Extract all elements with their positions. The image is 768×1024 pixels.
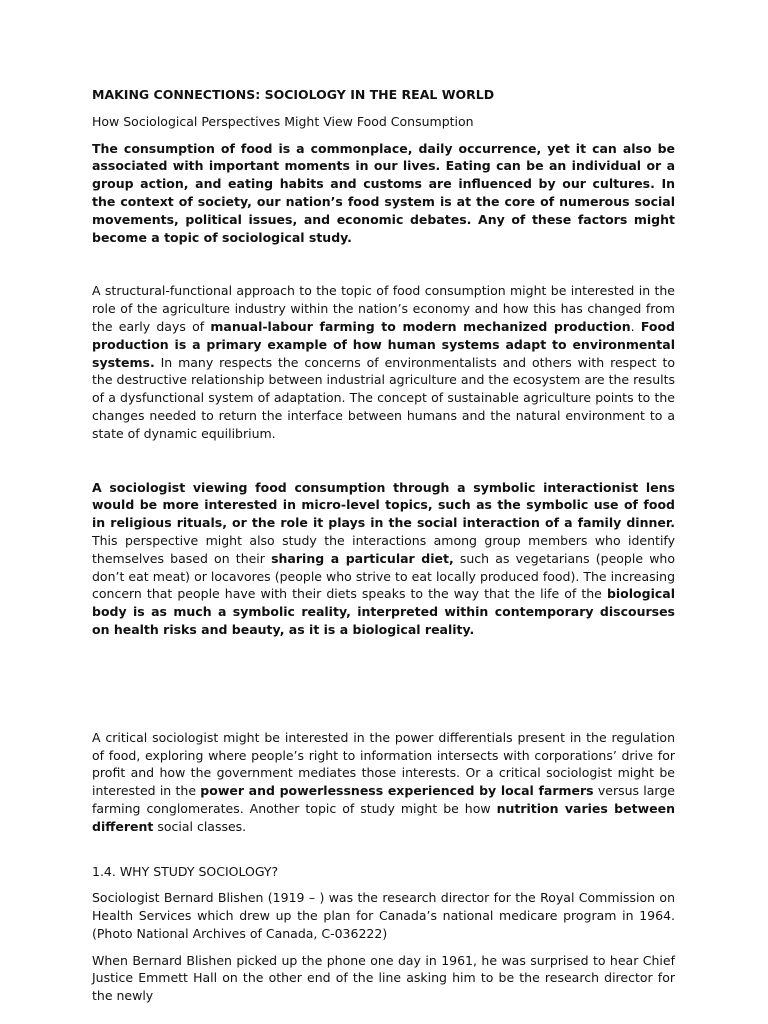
symbolic-interactionist-paragraph bbox=[92, 479, 675, 639]
cs-bold-2: nutrition varies between different bbox=[92, 800, 675, 834]
sf-text-2: . bbox=[630, 318, 641, 334]
si-bold-2: sharing a particular diet, bbox=[271, 550, 454, 566]
intro-text: The consumption of food is a commonplace, daily occurrence, yet it can also be associated with important moments in our lives. Eating can be an individual or a group action, and eating habits and customs are influenced by our cultures. In the context of society, our nation’s food system is at the core of numerous social movements, political issues, and economic debates. Any of these factors might become a topic of sociological study. bbox=[92, 140, 675, 245]
cs-text-1: A critical sociologist might be interested in the power differentials present in the regulation of food, exploring where people’s right to information intersects with corporations’ drive for profit and how the government mediates those interests. Or a critical sociologist might be interested in the bbox=[92, 729, 675, 799]
document-page bbox=[92, 86, 675, 1005]
document-title: MAKING CONNECTIONS: SOCIOLOGY IN THE REAL WORLD bbox=[92, 87, 495, 102]
structural-functional-paragraph bbox=[92, 282, 675, 442]
document-subtitle: How Sociological Perspectives Might View Food Consumption bbox=[92, 113, 474, 129]
section-heading: 1.4. WHY STUDY SOCIOLOGY? bbox=[92, 863, 279, 879]
photo-caption: Sociologist Bernard Blishen (1919 – ) was the research director for the Royal Commission on Health Services which drew up the plan for Canada’s national medicare program in 1964. (Photo National Archives of Canada, C-036222) bbox=[92, 890, 675, 941]
intro-paragraph bbox=[92, 140, 675, 247]
si-text-1: This perspective might also study the interactions among group members who identify themselves based on their bbox=[92, 532, 675, 566]
sf-text-3: In many respects the concerns of environmentalists and others with respect to the destructive relationship between industrial agriculture and the ecosystem are the results of a dysfunctional system of adaptation. The concept of sustainable agriculture points to the changes needed to return the interface between humans and the natural environment to a state of dynamic equilibrium. bbox=[92, 354, 675, 441]
si-text-2: such as vegetarians (people who don’t eat meat) or locavores (people who strive to eat locally produced food). The increasing concern that people have with their diets speaks to the way that the life of the bbox=[92, 550, 675, 602]
sf-bold-1: manual-labour farming to modern mechanized production bbox=[210, 318, 631, 334]
cs-text-2: versus large farming conglomerates. Another topic of study might be how bbox=[92, 783, 675, 816]
cs-bold-1: power and powerlessness experienced by local farmers bbox=[200, 783, 594, 799]
cs-text-3: social classes. bbox=[153, 818, 247, 834]
si-bold-1: A sociologist viewing food consumption through a symbolic interactionist lens would be more interested in micro-level topics, such as the symbolic use of food in religious rituals, or the role it plays in the social interaction of a family dinner. bbox=[92, 479, 675, 531]
sf-bold-2: Food production is a primary example of how human systems adapt to environmental systems. bbox=[92, 318, 675, 370]
sf-text-1: A structural-functional approach to the topic of food consumption might be interested in the role of the agriculture industry within the nation’s economy and how this has changed from the early days of bbox=[92, 283, 675, 334]
closing-paragraph: When Bernard Blishen picked up the phone one day in 1961, he was surprised to hear Chief Justice Emmett Hall on the other end of the line asking him to be the research director for the newly bbox=[92, 952, 675, 1004]
si-bold-3: biological body is as much a symbolic reality, interpreted within contemporary discourses on health risks and beauty, as it is a biological reality. bbox=[92, 586, 675, 637]
critical-paragraph bbox=[92, 729, 675, 836]
